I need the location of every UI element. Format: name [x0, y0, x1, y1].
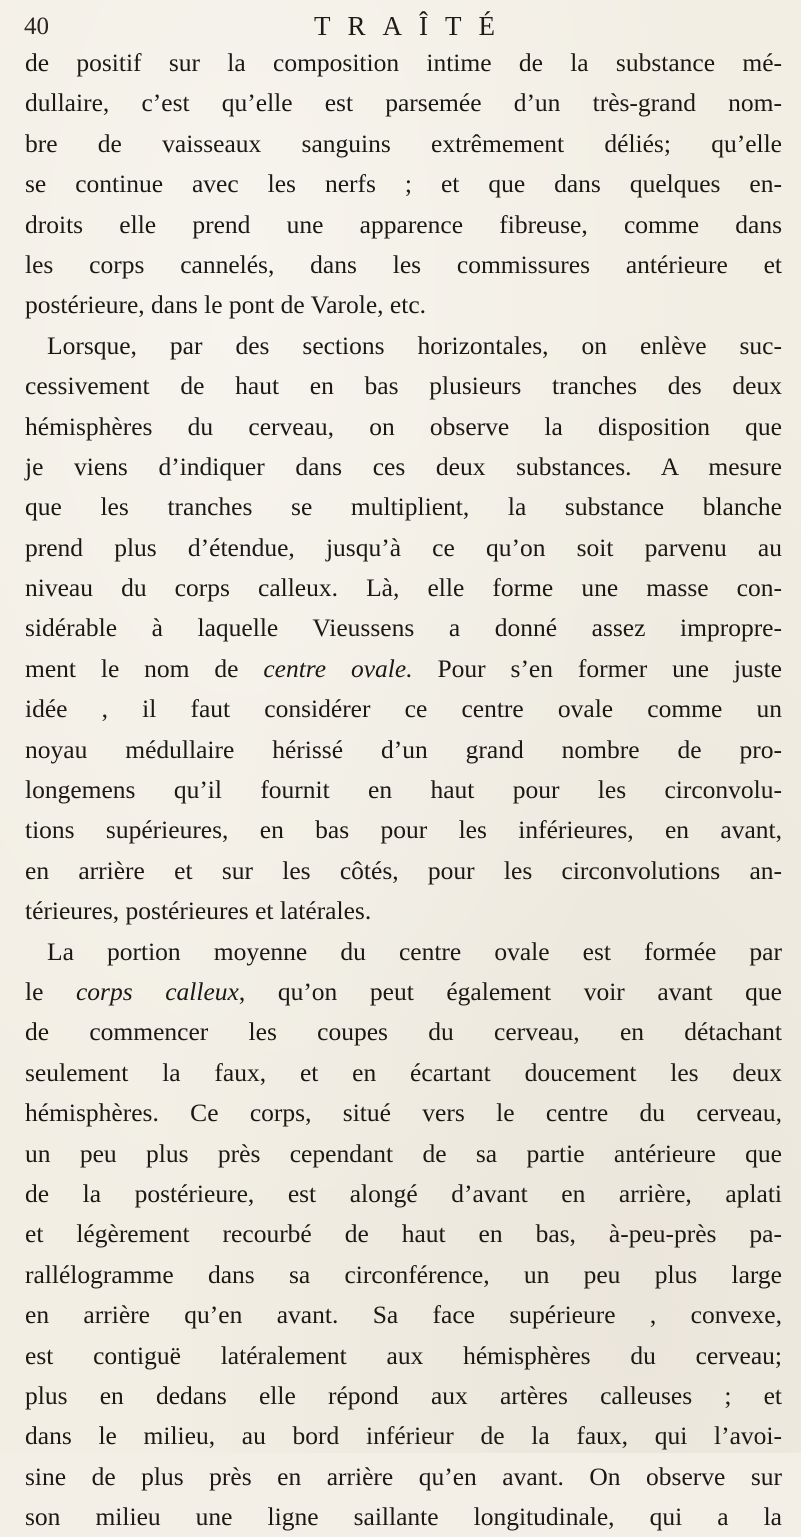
- running-title: TRAÎTÉ: [314, 11, 512, 41]
- text-line: plus en dedans elle répond aux artères calleuses ; et: [25, 1380, 782, 1410]
- text-line: un peu plus près cependant de sa partie antérieure que: [25, 1138, 782, 1168]
- text-line: bre de vaisseaux sanguins extrêmement déliés; qu’elle: [25, 128, 782, 158]
- text-line: dullaire, c’est qu’elle est parsemée d’un très-grand nom-: [25, 88, 782, 118]
- body-text: [25, 43, 782, 1537]
- text-run: , qu’on peut également voir avant que: [238, 976, 782, 1006]
- text-line: [25, 972, 782, 1012]
- text-line: sine de plus près en arrière qu’en avant. On observe sur: [25, 1461, 782, 1491]
- text-line: se continue avec les nerfs ; et que dans quelques en-: [25, 169, 782, 199]
- text-line: idée , il faut considérer ce centre ovale comme un: [25, 694, 782, 724]
- text-line: sidérable à laquelle Vieussens a donné assez impropre-: [25, 613, 782, 643]
- text-line: droits elle prend une apparence fibreuse, comme dans: [25, 209, 782, 239]
- text-line: je viens d’indiquer dans ces deux substances. A mesure: [25, 451, 782, 481]
- text-line: [25, 649, 782, 689]
- text-run: le: [25, 976, 76, 1006]
- text-line: noyau médullaire hérissé d’un grand nombre de pro-: [25, 734, 782, 764]
- text-line: seulement la faux, et en écartant doucement les deux: [25, 1057, 782, 1087]
- text-run: ment le nom de: [25, 653, 264, 683]
- text-line: de la postérieure, est alongé d’avant en arrière, aplati: [25, 1178, 782, 1208]
- text-line: en arrière et sur les côtés, pour les circonvolutions an-: [25, 855, 782, 885]
- text-run: Pour s’en former une juste: [412, 653, 782, 683]
- text-line: dans le milieu, au bord inférieur de la faux, qui l’avoi-: [25, 1421, 782, 1451]
- text-line: est contiguë latéralement aux hémisphères du cerveau;: [25, 1340, 782, 1370]
- page-header: [24, 10, 784, 44]
- text-line: La portion moyenne du centre ovale est formée par: [47, 936, 782, 966]
- italic-term: centre ovale.: [263, 653, 413, 683]
- text-line: cessivement de haut en bas plusieurs tranches des deux: [25, 371, 782, 401]
- text-line: niveau du corps calleux. Là, elle forme une masse con-: [25, 573, 782, 603]
- text-line: hémisphères. Ce corps, situé vers le centre du cerveau,: [25, 1098, 782, 1128]
- text-line: de positif sur la composition intime de la substance mé-: [25, 48, 782, 77]
- text-line: et légèrement recourbé de haut en bas, à-peu-près pa-: [25, 1219, 782, 1249]
- text-line: hémisphères du cerveau, on observe la disposition que: [25, 411, 782, 441]
- text-line: longemens qu’il fournit en haut pour les circonvolu-: [25, 775, 782, 805]
- text-line: tions supérieures, en bas pour les inférieures, en avant,: [25, 815, 782, 845]
- text-line: prend plus d’étendue, jusqu’à ce qu’on soit parvenu au: [25, 532, 782, 562]
- italic-term: corps calleux: [75, 976, 239, 1006]
- text-line: Lorsque, par des sections horizontales, on enlève suc-: [47, 330, 782, 360]
- text-line: de commencer les coupes du cerveau, en détachant: [25, 1017, 782, 1047]
- text-line: que les tranches se multiplient, la substance blanche: [25, 492, 782, 522]
- text-line: les corps cannelés, dans les commissures antérieure et: [25, 249, 782, 279]
- text-line: postérieure, dans le pont de Varole, etc.: [25, 290, 427, 320]
- text-line: rallélogramme dans sa circonférence, un peu plus large: [25, 1259, 782, 1289]
- text-line: térieures, postérieures et latérales.: [25, 896, 372, 926]
- text-line: son milieu une ligne saillante longitudinale, qui a la: [25, 1502, 782, 1532]
- text-line: en arrière qu’en avant. Sa face supérieure , convexe,: [25, 1300, 782, 1330]
- page-number: 40: [24, 13, 49, 40]
